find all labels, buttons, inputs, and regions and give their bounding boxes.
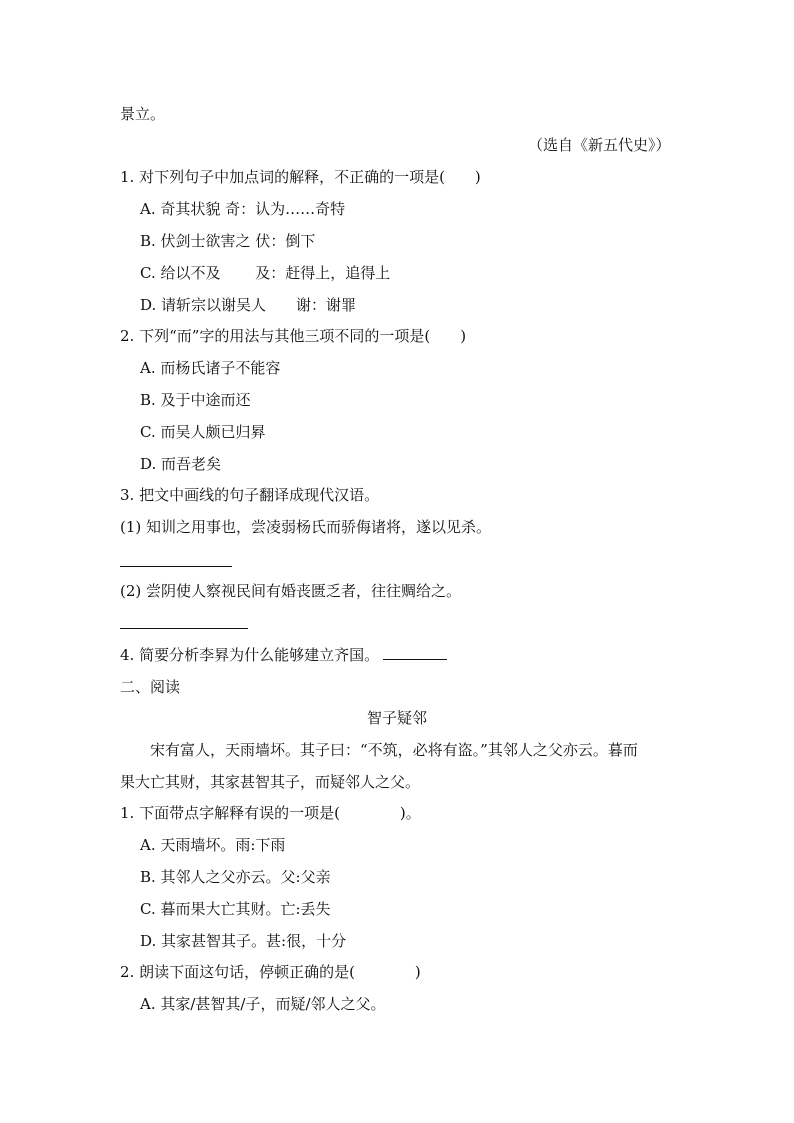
question-2-option-c: C. 而吴人颇已归昪	[140, 423, 266, 441]
section2-question-2-stem: 2. 朗读下面这句话，停顿正确的是( )	[120, 963, 421, 981]
question-1-stem: 1. 对下列句子中加点词的解释，不正确的一项是( )	[120, 168, 481, 186]
section-heading: 二、阅读	[120, 678, 181, 696]
section2-question-1-option-c: C. 暮而果大亡其财。亡:丢失	[140, 900, 331, 918]
question-2-option-a: A. 而杨氏诸子不能容	[140, 359, 281, 377]
section2-question-1-stem: 1. 下面带点字解释有误的一项是( )。	[120, 804, 421, 822]
passage-text-line-2: 果大亡其财，其家甚智其子，而疑邻人之父。	[120, 773, 421, 791]
question-2-stem: 2. 下列“而”字的用法与其他三项不同的一项是( )	[120, 327, 467, 345]
question-4-line	[120, 645, 447, 665]
passage-title: 智子疑邻	[366, 709, 427, 727]
question-3-sentence-2: (2) 尝阴使人察视民间有婚丧匮乏者，往往赒给之。	[120, 582, 462, 600]
answer-blank-3	[383, 645, 447, 660]
question-3-stem: 3. 把文中画线的句子翻译成现代汉语。	[120, 486, 380, 504]
section2-question-1-option-d: D. 其家甚智其子。甚:很，十分	[140, 932, 347, 950]
question-2-option-b: B. 及于中途而还	[140, 391, 251, 409]
section2-question-2-option-a: A. 其家/甚智其/子，而疑/邻人之父。	[140, 995, 386, 1013]
passage-text-line-1: 宋有富人，天雨墙坏。其子曰：“不筑，必将有盗。”其邻人之父亦云。暮而	[120, 741, 638, 759]
question-1-option-c: C. 给以不及 及：赶得上，追得上	[140, 264, 391, 282]
answer-blank-2	[120, 628, 248, 629]
question-2-option-d: D. 而吾老矣	[140, 455, 222, 473]
section2-question-1-option-b: B. 其邻人之父亦云。父:父亲	[140, 868, 331, 886]
question-3-sentence-1: (1) 知训之用事也，尝凌弱杨氏而骄侮诸将，遂以见杀。	[120, 518, 492, 536]
question-1-option-b: B. 伏剑士欲害之 伏：倒下	[140, 232, 316, 250]
answer-blank-1	[120, 566, 232, 567]
source-citation: （选自《新五代史》）	[528, 136, 671, 154]
passage-tail: 景立。	[120, 105, 166, 123]
question-1-option-d: D. 请斩宗以谢吴人 谢：谢罪	[140, 296, 357, 314]
section2-question-1-option-a: A. 天雨墙坏。雨:下雨	[140, 836, 286, 854]
question-1-option-a: A. 奇其状貌 奇：认为……奇特	[140, 200, 346, 218]
question-4-stem: 4. 简要分析李昪为什么能够建立齐国。	[120, 646, 380, 664]
